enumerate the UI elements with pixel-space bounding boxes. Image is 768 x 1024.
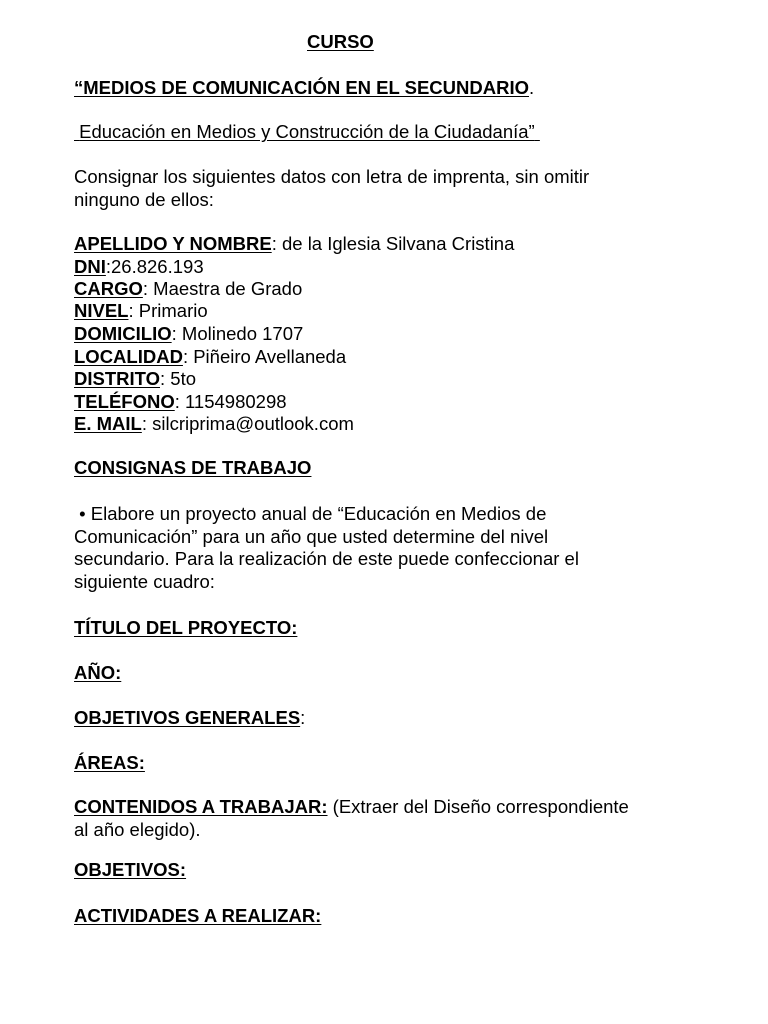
field-row-distrito	[74, 368, 734, 391]
field-label: CARGO	[74, 278, 143, 299]
activities-heading: ACTIVIDADES A REALIZAR:	[74, 905, 322, 926]
contents-note-2: al año elegido).	[74, 818, 201, 840]
field-separator: :	[271, 233, 282, 254]
field-separator: :	[160, 368, 171, 389]
field-row-nivel	[74, 300, 734, 323]
field-value: 1154980298	[185, 391, 287, 412]
course-title-end: .	[529, 77, 535, 98]
field-separator: :	[171, 323, 182, 344]
field-row-dni	[74, 256, 734, 279]
bullet-icon: •	[79, 503, 86, 524]
field-separator: :	[174, 391, 186, 412]
field-label: DISTRITO	[74, 368, 160, 389]
field-row-cargo	[74, 278, 734, 301]
course-title	[74, 77, 734, 100]
field-label: LOCALIDAD	[74, 346, 183, 367]
general-objectives-label: OBJETIVOS GENERALES	[74, 707, 301, 728]
field-label: NIVEL	[74, 300, 129, 321]
contents-label: CONTENIDOS A TRABAJAR:	[74, 796, 328, 817]
field-label: TELÉFONO	[74, 391, 175, 412]
objectives-heading: OBJETIVOS:	[74, 859, 187, 880]
field-row-localidad	[74, 346, 734, 369]
course-title-text: “MEDIOS DE COMUNICACIÓN EN EL SECUNDARIO	[74, 77, 529, 98]
field-separator: :	[128, 300, 139, 321]
contents-heading	[74, 796, 734, 819]
field-value: Piñeiro Avellaneda	[193, 346, 347, 367]
field-row-e-mail	[74, 413, 734, 436]
general-objectives-colon: :	[300, 707, 306, 728]
field-value: Molinedo 1707	[181, 323, 304, 344]
field-value: 26.826.193	[111, 256, 204, 277]
field-value: Primario	[138, 300, 208, 321]
instructions-line-2: ninguno de ellos:	[74, 188, 214, 210]
field-label: APELLIDO Y NOMBRE	[74, 233, 272, 254]
course-subtitle	[74, 121, 734, 144]
course-subtitle-text	[74, 121, 540, 142]
field-label: DOMICILIO	[74, 323, 172, 344]
field-separator: :	[141, 413, 153, 434]
project-title-heading: TÍTULO DEL PROYECTO:	[74, 617, 298, 638]
consignas-line-1-text: Elabore un proyecto anual de “Educación en Medios de	[90, 503, 547, 524]
consignas-line-4: siguiente cuadro:	[74, 570, 215, 592]
field-separator: :	[182, 346, 194, 367]
field-value: 5to	[170, 368, 196, 389]
project-year-heading: AÑO:	[74, 662, 122, 683]
field-row-tel-fono	[74, 391, 734, 414]
field-value: silcriprima@outlook.com	[152, 413, 354, 434]
field-row-apellido-y-nombre	[74, 233, 734, 256]
consignas-line-3: secundario. Para la realización de este puede confeccionar el	[74, 548, 579, 570]
course-subtitle-value: Educación en Medios y Construcción de la Ciudadanía”	[79, 121, 535, 142]
areas-heading: ÁREAS:	[74, 752, 145, 773]
field-separator: :	[142, 278, 154, 299]
field-label: E. MAIL	[74, 413, 142, 434]
course-label: CURSO	[307, 31, 374, 52]
field-value: de la Iglesia Silvana Cristina	[281, 233, 515, 254]
instructions-line-1: Consignar los siguientes datos con letra de imprenta, sin omitir	[74, 166, 590, 187]
consignas-line-2: Comunicación” para un año que usted determine del nivel	[74, 525, 549, 547]
field-label: DNI	[74, 256, 106, 277]
field-value: Maestra de Grado	[153, 278, 303, 299]
field-separator: :	[105, 256, 112, 277]
consignas-heading: CONSIGNAS DE TRABAJO	[74, 457, 312, 478]
field-row-domicilio	[74, 323, 734, 346]
consignas-line-1	[74, 503, 734, 526]
general-objectives-heading	[74, 707, 734, 730]
contents-note-1: (Extraer del Diseño correspondiente	[332, 796, 629, 817]
